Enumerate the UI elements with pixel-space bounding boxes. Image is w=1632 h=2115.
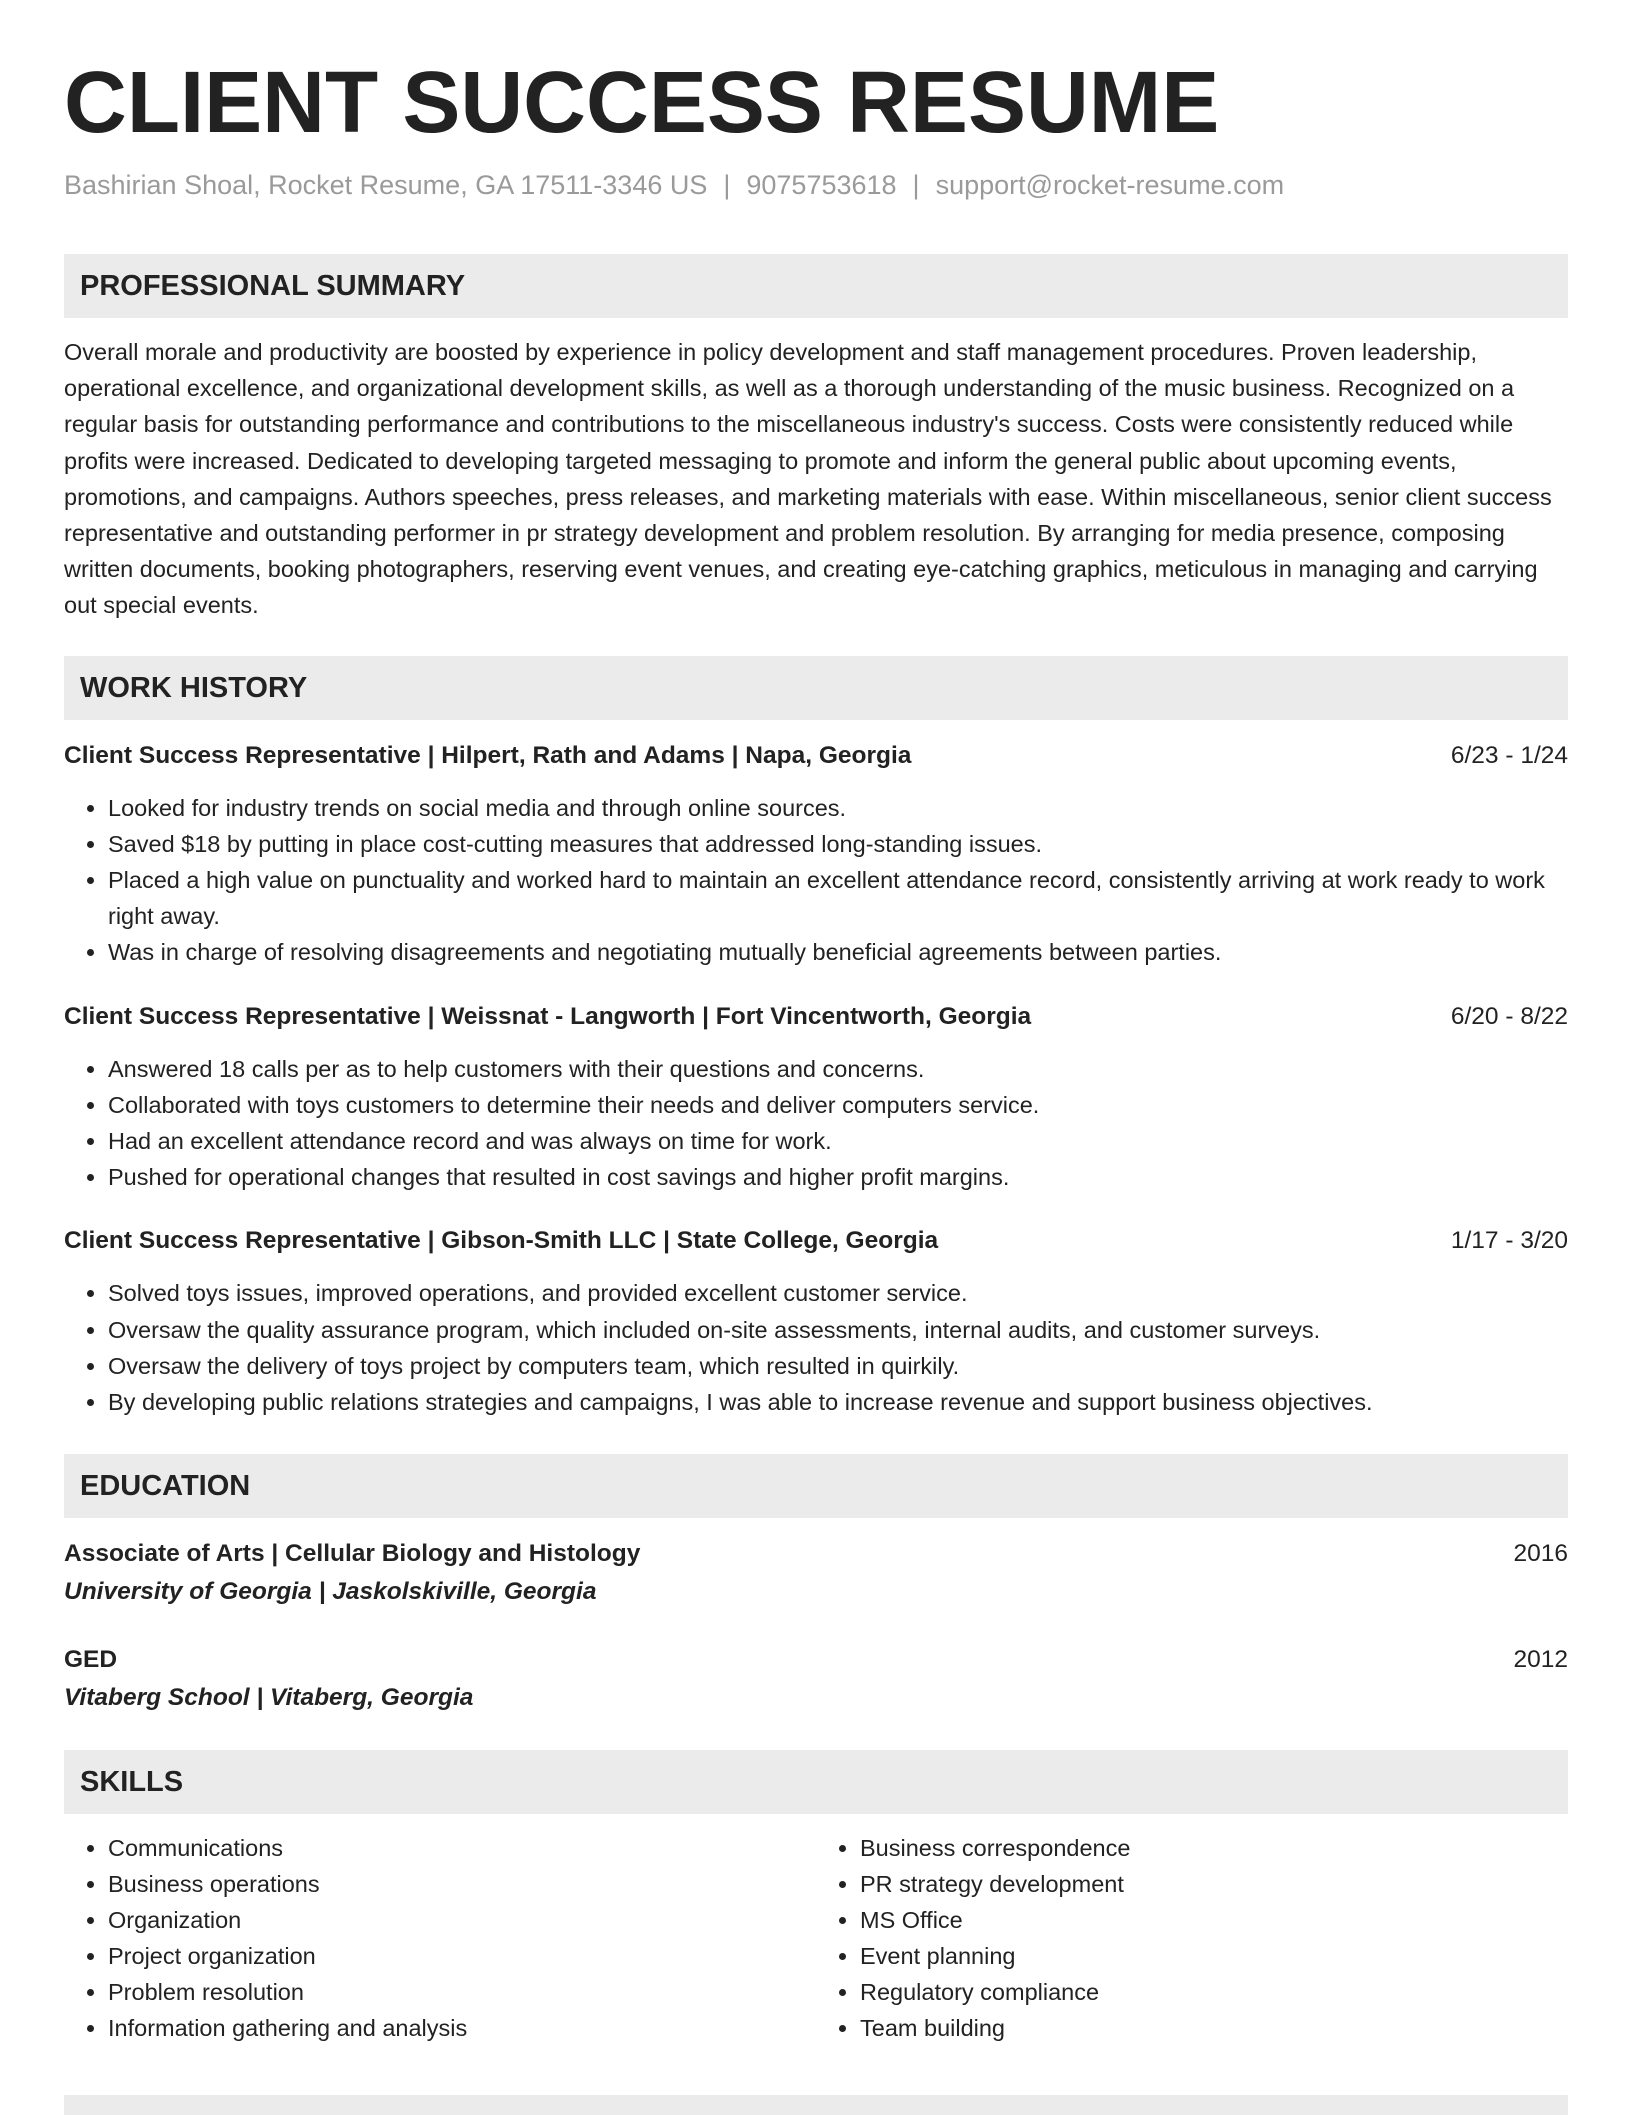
summary-text: Overall morale and productivity are boosted by experience in policy development and staff management procedures. Proven leadership, operational excellence, and organizational development skills, as well as a thorough understanding of the music business. Recognized on a regular basis for outstanding performance and contributions to the miscellaneous industry's success. Costs were consistently reduced while profits were increased. Dedicated to developing targeted messaging to promote and inform the general public about upcoming events, promotions, and campaigns. Authors speeches, press releases, and marketing materials with ease. Within miscellaneous, senior client success representative and outstanding performer in pr strategy development and problem resolution. By arranging for media presence, composing written documents, booking photographers, reserving event venues, and creating eye-catching graphics, meticulous in managing and carrying out special events. bbox=[64, 339, 1552, 619]
job-bullet: • Oversaw the quality assurance program, which included on-site assessments, internal audits, and customer surveys. bbox=[108, 1312, 1568, 1348]
section-header-education: EDUCATION bbox=[64, 1454, 1568, 1518]
skill-item: • Business correspondence bbox=[860, 1830, 1568, 1866]
job-entry bbox=[64, 1225, 1568, 1420]
job-bullet: • Had an excellent attendance record and was always on time for work. bbox=[108, 1123, 1568, 1159]
skill-item: • Team building bbox=[860, 2010, 1568, 2046]
job-bullet-list bbox=[64, 1051, 1568, 1196]
job-dates: 6/23 - 1/24 bbox=[1450, 741, 1568, 769]
skill-item: • Regulatory compliance bbox=[860, 1974, 1568, 2010]
skill-item: • Communications bbox=[108, 1830, 816, 1866]
education-school: Vitaberg School | Vitaberg, Georgia bbox=[64, 1684, 474, 1712]
job-bullet-list bbox=[64, 1275, 1568, 1420]
skill-item: • Business operations bbox=[108, 1866, 816, 1902]
job-dates: 1/17 - 3/20 bbox=[1450, 1227, 1568, 1255]
contact-separator: | bbox=[723, 170, 731, 200]
education-year: 2012 bbox=[1513, 1646, 1568, 1674]
education-entry bbox=[64, 1538, 1568, 1608]
job-heading: Client Success Representative | Hilpert, Rath and Adams | Napa, Georgia bbox=[64, 741, 912, 769]
job-bullet-list bbox=[64, 790, 1568, 971]
skill-item: • Organization bbox=[108, 1902, 816, 1938]
skills-list-left bbox=[64, 1830, 816, 2046]
contact-phone: 9075753618 bbox=[746, 170, 897, 200]
education-degree: Associate of Arts | Cellular Biology and Histology bbox=[64, 1540, 641, 1568]
job-heading-row bbox=[64, 1225, 1568, 1257]
job-heading: Client Success Representative | Weissnat - Langworth | Fort Vincentworth, Georgia bbox=[64, 1002, 1032, 1030]
section-header-summary: PROFESSIONAL SUMMARY bbox=[64, 254, 1568, 318]
job-bullet: • Placed a high value on punctuality and worked hard to maintain an excellent attendance record, consistently arriving at work ready to work right away. bbox=[108, 862, 1568, 934]
education-degree: GED bbox=[64, 1646, 118, 1674]
job-entry bbox=[64, 1001, 1568, 1196]
education-heading-row bbox=[64, 1644, 1568, 1676]
job-bullet: • Oversaw the delivery of toys project by computers team, which resulted in quirkily. bbox=[108, 1348, 1568, 1384]
contact-address: Bashirian Shoal, Rocket Resume, GA 17511-3346 US bbox=[64, 170, 708, 200]
job-bullet: • By developing public relations strategies and campaigns, I was able to increase revenue and support business objectives. bbox=[108, 1384, 1568, 1420]
skill-item: • Problem resolution bbox=[108, 1974, 816, 2010]
job-bullet: • Was in charge of resolving disagreements and negotiating mutually beneficial agreements between parties. bbox=[108, 934, 1568, 970]
education-school: University of Georgia | Jaskolskiville, Georgia bbox=[64, 1578, 597, 1606]
job-bullet: • Pushed for operational changes that resulted in cost savings and higher profit margins. bbox=[108, 1159, 1568, 1195]
job-heading-row bbox=[64, 1001, 1568, 1033]
skill-item: • PR strategy development bbox=[860, 1866, 1568, 1902]
job-bullet: • Saved $18 by putting in place cost-cutting measures that addressed long-standing issues. bbox=[108, 826, 1568, 862]
skills-columns bbox=[64, 1830, 1568, 2046]
contact-line bbox=[64, 168, 1568, 202]
resume-title: CLIENT SUCCESS RESUME bbox=[64, 54, 1220, 151]
contact-separator: | bbox=[912, 170, 920, 200]
education-entry bbox=[64, 1644, 1568, 1714]
section-header-skills: SKILLS bbox=[64, 1750, 1568, 1814]
education-heading-row bbox=[64, 1538, 1568, 1570]
job-heading: Client Success Representative | Gibson-Smith LLC | State College, Georgia bbox=[64, 1227, 939, 1255]
skill-item: • Information gathering and analysis bbox=[108, 2010, 816, 2046]
skill-item: • Event planning bbox=[860, 1938, 1568, 1974]
education-year: 2016 bbox=[1513, 1540, 1568, 1568]
job-bullet: • Solved toys issues, improved operations, and provided excellent customer service. bbox=[108, 1275, 1568, 1311]
job-bullet: • Looked for industry trends on social media and through online sources. bbox=[108, 790, 1568, 826]
skill-item: • Project organization bbox=[108, 1938, 816, 1974]
job-bullet: • Collaborated with toys customers to determine their needs and deliver computers service. bbox=[108, 1087, 1568, 1123]
contact-email: support@rocket-resume.com bbox=[935, 170, 1285, 200]
skill-item: • MS Office bbox=[860, 1902, 1568, 1938]
job-heading-row bbox=[64, 740, 1568, 772]
job-dates: 6/20 - 8/22 bbox=[1450, 1002, 1568, 1030]
section-header-work-history: WORK HISTORY bbox=[64, 656, 1568, 720]
next-section-header-band bbox=[64, 2095, 1568, 2115]
job-entry bbox=[64, 740, 1568, 971]
skills-list-right bbox=[816, 1830, 1568, 2046]
job-bullet: • Answered 18 calls per as to help customers with their questions and concerns. bbox=[108, 1051, 1568, 1087]
